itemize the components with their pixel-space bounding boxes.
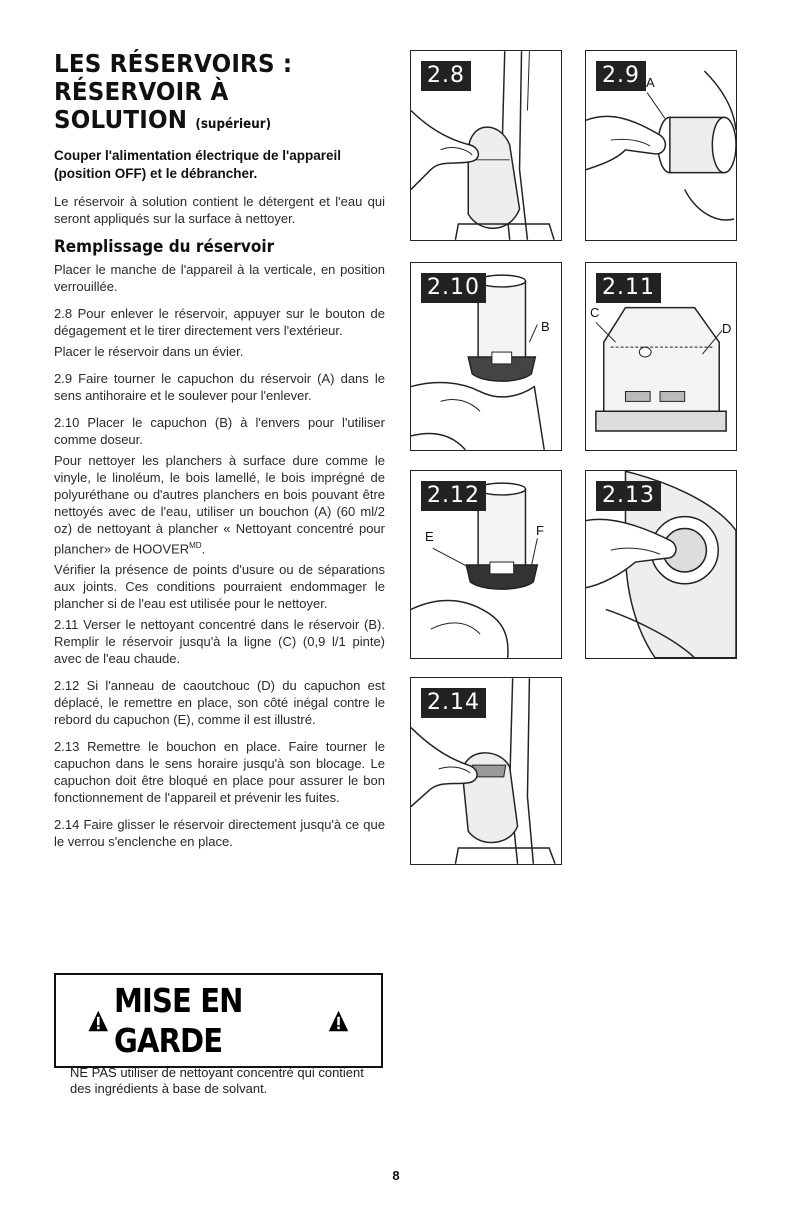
figure-2-9 bbox=[585, 50, 737, 241]
figure-2-13 bbox=[585, 470, 737, 659]
intro-paragraph: Le réservoir à solution contient le détergent et l'eau qui seront appliqués sur la surface à nettoyer. bbox=[54, 194, 385, 226]
text-column bbox=[54, 50, 385, 860]
paragraph-2-9: 2.9 Faire tourner le capuchon du réservoir (A) dans le sens antihoraire et le soulever pour l'enlever. bbox=[54, 371, 385, 403]
paragraph-hard-floors-end: . bbox=[201, 541, 206, 557]
paragraph-2-14: 2.14 Faire glisser le réservoir directement jusqu'à ce que le verrou s'enclenche en place. bbox=[54, 817, 385, 850]
section-subheading: Remplissage du réservoir bbox=[54, 237, 275, 257]
paragraph-hard-floors-text: Pour nettoyer les planchers à surface dure comme le vinyle, le linoléum, le bois lamellé, le bois imprégné de polyuréthane ou d'autres planchers en bois pouvant être nettoyés avec de l'eau, utiliser un bouchon (A) (60 ml/2 oz) de nettoyant à plancher « Nettoyant concentré pour plancher» de HOOVER bbox=[54, 453, 385, 557]
figure-2-14 bbox=[410, 677, 562, 865]
warning-title-text: MISE EN GARDE bbox=[114, 981, 243, 1060]
paragraph-2-11: 2.11 Verser le nettoyant concentré dans le réservoir (B). Remplir le réservoir jusqu'à la ligne (C) (0,9 l/1 pinte) avec de l'eau chaude. bbox=[54, 617, 385, 667]
label-c: C bbox=[590, 305, 600, 320]
label-e: E bbox=[425, 529, 434, 544]
warning-triangle-icon bbox=[88, 1008, 109, 1034]
title-line-2-main: RÉSERVOIR À SOLUTION bbox=[54, 77, 229, 134]
figure-2-12 bbox=[410, 470, 562, 659]
figure-2-10 bbox=[410, 262, 562, 451]
warning-title bbox=[88, 981, 349, 1061]
figure-2-11 bbox=[585, 262, 737, 451]
label-d: D bbox=[722, 321, 732, 336]
figure-number: 2.9 bbox=[596, 61, 646, 91]
paragraph-wear-check: Vérifier la présence de points d'usure ou de séparations aux joints. Ces conditions pourraient endommager le plancher si de l'eau est utilisée pour le nettoyer. bbox=[54, 562, 385, 612]
paragraph-2-13: 2.13 Remettre le bouchon en place. Faire tourner le capuchon dans le sens horaire jusqu'à son blocage. Le capuchon doit être bloqué en place pour assurer le bon fonctionnement de l'appareil et prévenir les fuites. bbox=[54, 739, 385, 806]
figure-number: 2.12 bbox=[421, 481, 486, 511]
trademark-mark: MD bbox=[189, 541, 202, 550]
paragraph-handle-upright: Placer le manche de l'appareil à la verticale, en position verrouillée. bbox=[54, 262, 385, 294]
page-title bbox=[54, 50, 359, 139]
figure-number: 2.14 bbox=[421, 688, 486, 718]
figure-number: 2.13 bbox=[596, 481, 661, 511]
paragraph-sink: Placer le réservoir dans un évier. bbox=[54, 344, 244, 359]
title-line-2-small: (supérieur) bbox=[195, 117, 272, 132]
figure-number: 2.11 bbox=[596, 273, 661, 303]
paragraph-hard-floors bbox=[54, 452, 385, 557]
warning-triangle-icon bbox=[328, 1008, 349, 1034]
paragraph-2-12: 2.12 Si l'anneau de caoutchouc (D) du capuchon est déplacé, le remettre en place, son côté inégal contre le rebord du capuchon (E), comme il est illustré. bbox=[54, 678, 385, 728]
title-line-1: LES RÉSERVOIRS : bbox=[54, 49, 293, 78]
figure-2-8 bbox=[410, 50, 562, 241]
power-off-instruction: Couper l'alimentation électrique de l'appareil (position OFF) et le débrancher. bbox=[54, 148, 341, 181]
figure-number: 2.8 bbox=[421, 61, 471, 91]
paragraph-2-10: 2.10 Placer le capuchon (B) à l'envers pour l'utiliser comme doseur. bbox=[54, 415, 385, 447]
paragraph-2-8: 2.8 Pour enlever le réservoir, appuyer sur le bouton de dégagement et le tirer directement vers l'extérieur. bbox=[54, 306, 385, 338]
page-number: 8 bbox=[392, 1168, 400, 1183]
warning-box bbox=[54, 973, 383, 1096]
label-f: F bbox=[536, 523, 544, 538]
figure-number: 2.10 bbox=[421, 273, 486, 303]
title-line-2 bbox=[54, 78, 359, 139]
label-a: A bbox=[646, 75, 655, 90]
label-b: B bbox=[541, 319, 550, 334]
warning-text: NE PAS utiliser de nettoyant concentré qui contient des ingrédients à base de solvant. bbox=[70, 1065, 364, 1096]
